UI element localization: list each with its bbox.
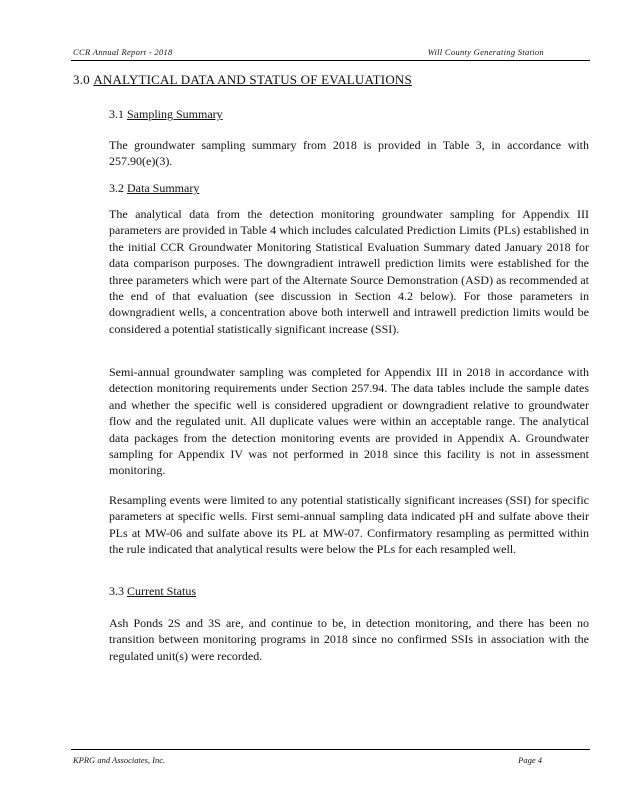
- section-title: ANALYTICAL DATA AND STATUS OF EVALUATIONS: [93, 72, 412, 87]
- subsection-number: 3.3: [109, 584, 124, 598]
- subsection-title: Sampling Summary: [127, 107, 223, 121]
- running-header-left: CCR Annual Report - 2018: [73, 47, 173, 57]
- subsection-heading-sampling-summary: [109, 107, 223, 122]
- subsection-heading-current-status: [109, 584, 196, 599]
- section-number: 3.0: [73, 72, 90, 87]
- subsection-number: 3.1: [109, 107, 124, 121]
- paragraph-sampling-summary: The groundwater sampling summary from 2018 is provided in Table 3, in accordance with 257.90(e)(3).: [109, 138, 589, 169]
- running-header-right: Will County Generating Station: [427, 47, 544, 57]
- paragraph-data-summary-2: Semi-annual groundwater sampling was completed for Appendix III in 2018 in accordance with detection monitoring requirements under Section 257.94. The data tables include the sample dates and whether the specific well is considered upgradient or downgradient relative to groundwater flow and the regulated unit. All duplicate values were within an acceptable range. The analytical data packages from the detection monitoring events are provided in Appendix A. Groundwater sampling for Appendix IV was not performed in 2018 since this facility is not in assessment monitoring.: [109, 365, 589, 478]
- subsection-title: Data Summary: [127, 181, 200, 195]
- paragraph-current-status: Ash Ponds 2S and 3S are, and continue to be, in detection monitoring, and there has been no transition between monitoring programs in 2018 since no confirmed SSIs in association with the regulated unit(s) were recorded.: [109, 616, 589, 663]
- paragraph-data-summary-3: Resampling events were limited to any potential statistically significant increases (SSI) for specific parameters at specific wells. First semi-annual sampling data indicated pH and sulfate above their PLs at MW-06 and sulfate above its PL at MW-07. Confirmatory resampling as permitted within the rule indicated that analytical results were below the PLs for each resampled well.: [109, 493, 589, 557]
- paragraph-data-summary-1: The analytical data from the detection monitoring groundwater sampling for Appendix III parameters are provided in Table 4 which includes calculated Prediction Limits (PLs) established in the initial CCR Groundwater Monitoring Statistical Evaluation Summary dated January 2018 for data comparison purposes. The downgradient intrawell prediction limits were established for the three parameters which were part of the Alternate Source Demonstration (ASD) as recommended at the end of that evaluation (see discussion in Section 4.2 below). For those parameters in downgradient wells, a concentration above both interwell and intrawell prediction limits would be considered a potential statistically significant increase (SSI).: [109, 207, 589, 336]
- subsection-heading-data-summary: [109, 181, 199, 196]
- subsection-number: 3.2: [109, 181, 124, 195]
- subsection-title: Current Status: [127, 584, 196, 598]
- page-number: Page 4: [518, 755, 542, 765]
- header-rule: [71, 60, 590, 61]
- section-heading: [73, 72, 412, 88]
- footer-rule: [71, 749, 590, 750]
- running-footer-left: KPRG and Associates, Inc.: [73, 755, 166, 765]
